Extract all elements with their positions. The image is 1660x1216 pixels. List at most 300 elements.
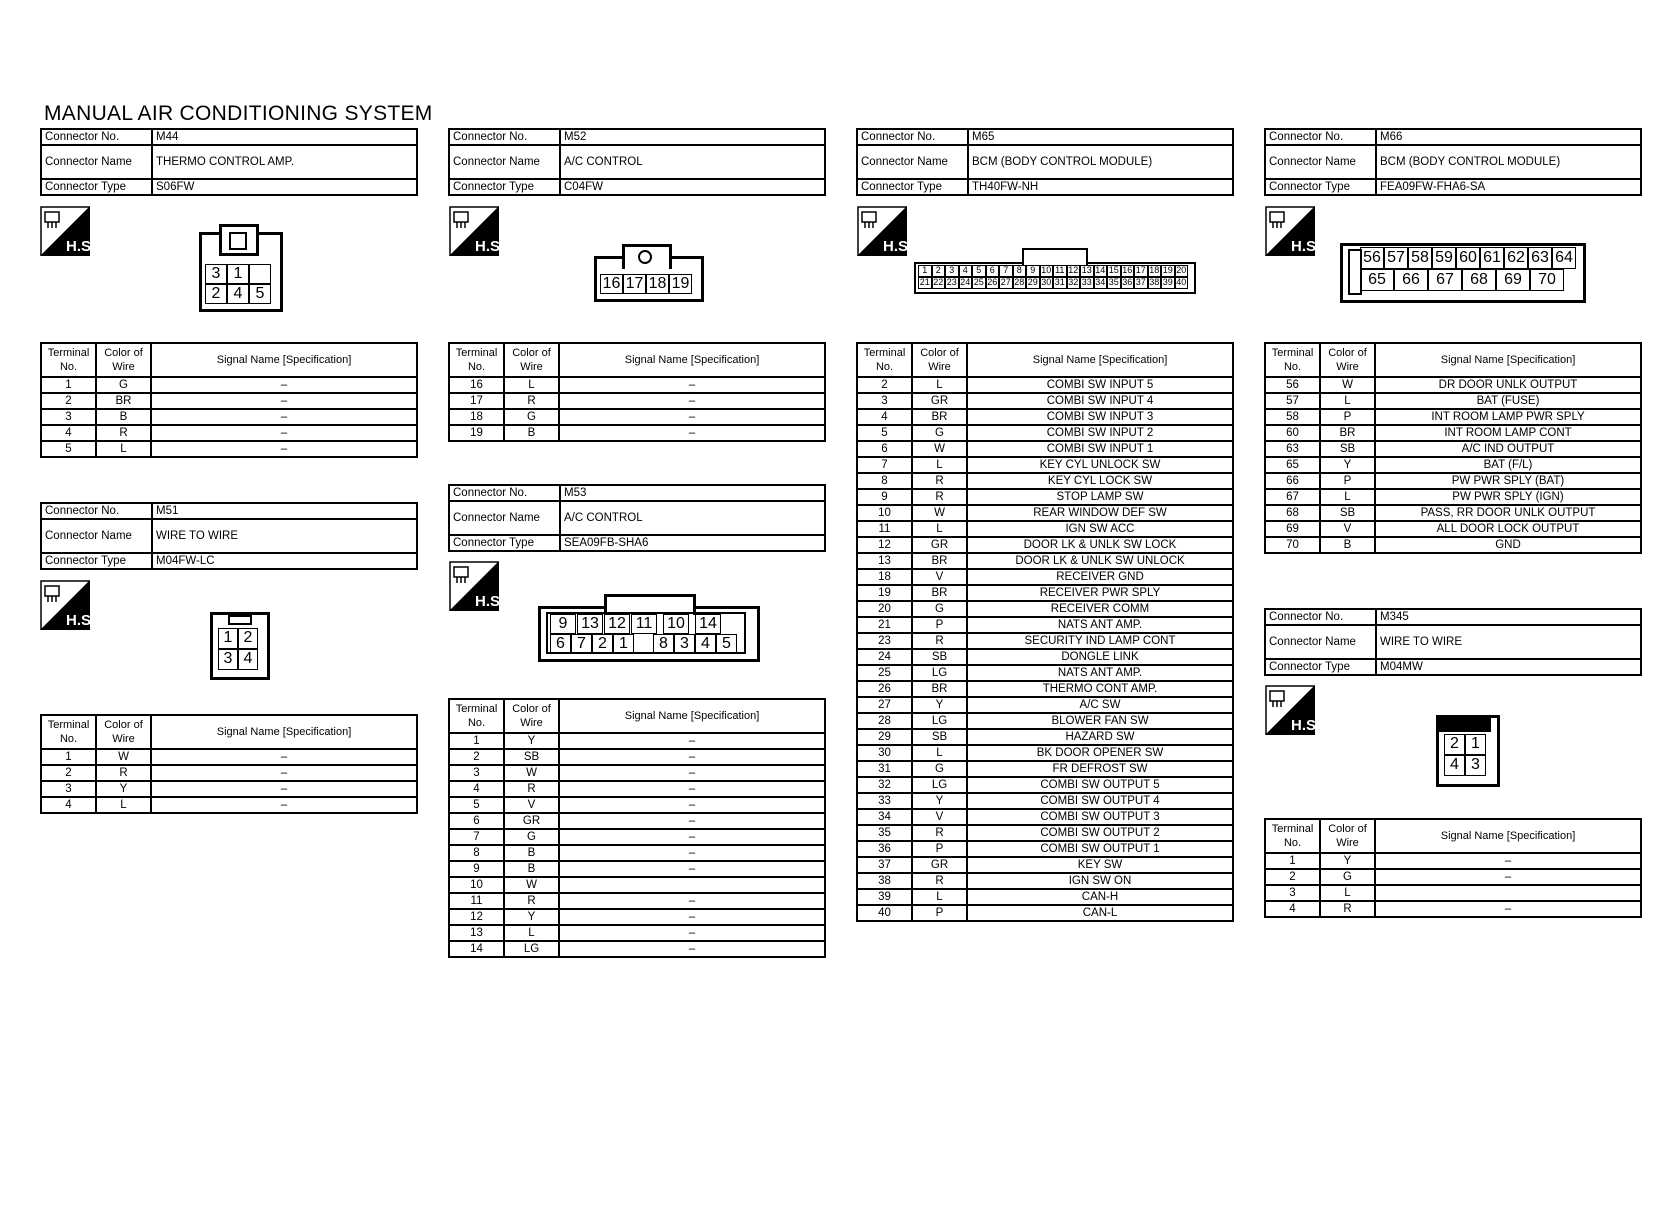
terminal-table-m51 (40, 714, 418, 814)
pin: 19 (669, 274, 692, 294)
pin: 8 (1013, 265, 1027, 277)
pin: 10 (1041, 265, 1052, 275)
connector-type-label: Connector Type (1265, 659, 1376, 675)
pin: 23 (946, 277, 957, 287)
table-row (857, 553, 1233, 569)
signal-name-cell: A/C IND OUTPUT (1375, 441, 1641, 457)
pin: 4 (959, 265, 973, 277)
wire-color-cell: V (912, 809, 967, 825)
signal-name-cell: KEY CYL LOCK SW (967, 473, 1233, 489)
signal-name-cell: COMBI SW OUTPUT 2 (967, 825, 1233, 841)
terminal-no-cell: 4 (41, 797, 96, 813)
signal-name-cell: – (559, 733, 825, 749)
terminal-no-cell: 40 (857, 905, 912, 921)
signal-name-cell: – (151, 781, 417, 797)
pin: 28 (1014, 277, 1025, 287)
pin: 14 (695, 614, 721, 634)
terminal-no-cell: 23 (857, 633, 912, 649)
svg-text:H.S.: H.S. (475, 593, 505, 610)
pin: 35 (1108, 277, 1119, 287)
connector-name-label: Connector Name (449, 501, 560, 535)
connector-face-m53 (538, 594, 762, 664)
connector-no-value: M65 (968, 129, 1233, 145)
table-row (1265, 537, 1641, 553)
wire-color-cell: G (912, 761, 967, 777)
terminal-table-m66 (1264, 342, 1642, 554)
connector-header-table (40, 128, 418, 196)
terminal-no-cell: 29 (857, 729, 912, 745)
signal-name-cell: – (151, 765, 417, 781)
wire-color-cell: Y (1320, 457, 1375, 473)
signal-name-cell: REAR WINDOW DEF SW (967, 505, 1233, 521)
svg-text:H.S.: H.S. (475, 238, 505, 255)
pin: 3 (205, 264, 227, 284)
table-row (857, 377, 1233, 393)
pin: 33 (1081, 277, 1092, 287)
table-row (857, 873, 1233, 889)
pin: 2 (1444, 734, 1465, 755)
connector-m52 (448, 128, 826, 196)
connector-type-label: Connector Type (449, 179, 560, 195)
wire-color-cell: L (1320, 393, 1375, 409)
connector-no-value: M51 (152, 503, 417, 519)
signal-header: Signal Name [Specification] (1375, 343, 1641, 377)
terminal-no-cell: 37 (857, 857, 912, 873)
pin: 5 (972, 265, 986, 277)
pin: 25 (973, 277, 984, 287)
table-row (857, 729, 1233, 745)
terminal-table-m53 (448, 698, 826, 958)
table-row (1265, 425, 1641, 441)
signal-name-cell: IGN SW ON (967, 873, 1233, 889)
wire-color-cell: W (912, 505, 967, 521)
connector-name-value: BCM (BODY CONTROL MODULE) (968, 145, 1233, 179)
pin: 12 (1068, 265, 1079, 275)
terminal-no-cell: 57 (1265, 393, 1320, 409)
signal-name-cell: – (559, 781, 825, 797)
signal-name-cell: – (559, 845, 825, 861)
wire-color-cell: SB (1320, 441, 1375, 457)
table-row (1265, 473, 1641, 489)
signal-name-cell: PASS, RR DOOR UNLK OUTPUT (1375, 505, 1641, 521)
terminal-no-cell: 30 (857, 745, 912, 761)
terminal-no-cell: 3 (41, 781, 96, 797)
pin: 6 (986, 265, 1000, 277)
table-row (449, 733, 825, 749)
pin: 70 (1530, 269, 1564, 291)
pin: 57 (1384, 247, 1408, 269)
terminal-no-cell: 16 (449, 377, 504, 393)
table-row (449, 749, 825, 765)
connector-no-label: Connector No. (41, 129, 152, 145)
wire-color-cell: L (504, 925, 559, 941)
signal-name-cell: – (559, 829, 825, 845)
signal-name-cell: COMBI SW INPUT 3 (967, 409, 1233, 425)
wire-color-cell: Y (912, 793, 967, 809)
wire-color-cell: BR (912, 681, 967, 697)
table-row (857, 713, 1233, 729)
pin: 68 (1462, 269, 1496, 291)
wire-color-cell: R (912, 633, 967, 649)
terminal-no-cell: 10 (449, 877, 504, 893)
terminal-no-cell: 19 (449, 425, 504, 441)
table-row (449, 797, 825, 813)
table-row (857, 425, 1233, 441)
signal-name-cell: HAZARD SW (967, 729, 1233, 745)
wire-color-cell: GR (912, 857, 967, 873)
wire-color-cell: G (504, 409, 559, 425)
terminal-no-cell: 11 (449, 893, 504, 909)
wire-color-cell: BR (912, 553, 967, 569)
table-row (1265, 869, 1641, 885)
wire-color-cell: GR (912, 393, 967, 409)
wire-color-cell: R (504, 781, 559, 797)
terminal-no-cell: 9 (857, 489, 912, 505)
connector-name-label: Connector Name (857, 145, 968, 179)
signal-name-cell: COMBI SW OUTPUT 4 (967, 793, 1233, 809)
connector-no-value: M66 (1376, 129, 1641, 145)
signal-name-cell: – (151, 409, 417, 425)
terminal-no-cell: 68 (1265, 505, 1320, 521)
connector-face-m52 (594, 244, 704, 304)
connector-m44 (40, 128, 418, 196)
pin: 3 (674, 634, 695, 654)
terminal-no-cell: 4 (449, 781, 504, 797)
terminal-no-cell: 13 (449, 925, 504, 941)
signal-name-cell: BK DOOR OPENER SW (967, 745, 1233, 761)
terminal-no-cell: 12 (857, 537, 912, 553)
terminal-no-cell: 1 (1265, 853, 1320, 869)
pin: 16 (600, 274, 623, 294)
wire-color-cell: L (912, 745, 967, 761)
pin: 58 (1408, 247, 1432, 269)
pin: 18 (646, 274, 669, 294)
terminal-no-cell: 1 (41, 377, 96, 393)
terminal-no-header: Terminal No. (1265, 343, 1320, 377)
terminal-no-cell: 3 (41, 409, 96, 425)
pin: 63 (1528, 247, 1552, 269)
wire-color-cell: P (1320, 473, 1375, 489)
signal-name-cell: IGN SW ACC (967, 521, 1233, 537)
terminal-no-cell: 70 (1265, 537, 1320, 553)
terminal-no-cell: 3 (449, 765, 504, 781)
pin: 1 (1465, 734, 1486, 755)
signal-name-cell: RECEIVER GND (967, 569, 1233, 585)
terminal-no-cell: 2 (449, 749, 504, 765)
wire-color-cell: B (504, 425, 559, 441)
terminal-no-cell: 6 (857, 441, 912, 457)
svg-text:H.S.: H.S. (66, 612, 96, 629)
pin: 10 (663, 614, 689, 634)
table-row (857, 617, 1233, 633)
table-row (857, 473, 1233, 489)
table-row (1265, 489, 1641, 505)
signal-name-cell: INT ROOM LAMP PWR SPLY (1375, 409, 1641, 425)
pin: 32 (1068, 277, 1079, 287)
terminal-no-cell: 4 (857, 409, 912, 425)
terminal-no-header: Terminal No. (41, 343, 96, 377)
connector-type-label: Connector Type (41, 553, 152, 569)
table-row (41, 749, 417, 765)
signal-name-cell: CAN-H (967, 889, 1233, 905)
terminal-table-m345 (1264, 818, 1642, 918)
table-row (857, 697, 1233, 713)
signal-name-cell: CAN-L (967, 905, 1233, 921)
connector-type-value: C04FW (560, 179, 825, 195)
signal-header: Signal Name [Specification] (151, 343, 417, 377)
table-row (449, 813, 825, 829)
signal-name-cell: DOOR LK & UNLK SW LOCK (967, 537, 1233, 553)
table-row (41, 409, 417, 425)
table-row (449, 909, 825, 925)
pin: 11 (631, 614, 657, 634)
pin: 20 (1176, 265, 1187, 275)
wire-color-cell: B (504, 861, 559, 877)
wire-color-cell: L (96, 441, 151, 457)
table-row (41, 765, 417, 781)
wire-color-cell: Y (912, 697, 967, 713)
connector-type-label: Connector Type (857, 179, 968, 195)
pin: 56 (1360, 247, 1384, 269)
pin: 1 (218, 628, 238, 649)
connector-type-label: Connector Type (449, 535, 560, 551)
svg-text:H.S.: H.S. (1291, 717, 1321, 734)
signal-header: Signal Name [Specification] (1375, 819, 1641, 853)
table-row (857, 441, 1233, 457)
pin: 9 (550, 614, 576, 634)
table-row (857, 585, 1233, 601)
terminal-no-cell: 67 (1265, 489, 1320, 505)
wire-color-cell: LG (912, 665, 967, 681)
table-row (857, 889, 1233, 905)
hs-icon (40, 206, 96, 256)
signal-name-cell: BAT (FUSE) (1375, 393, 1641, 409)
signal-name-cell: NATS ANT AMP. (967, 617, 1233, 633)
pin: 21 (919, 277, 930, 287)
connector-type-value: M04FW-LC (152, 553, 417, 569)
pin: 27 (1000, 277, 1011, 287)
pin: 24 (960, 277, 971, 287)
signal-name-cell: RECEIVER COMM (967, 601, 1233, 617)
signal-name-cell: – (559, 377, 825, 393)
signal-name-cell: COMBI SW OUTPUT 3 (967, 809, 1233, 825)
color-header: Color of Wire (912, 343, 967, 377)
table-row (857, 489, 1233, 505)
terminal-no-cell: 3 (857, 393, 912, 409)
wire-color-cell: LG (504, 941, 559, 957)
table-row (857, 777, 1233, 793)
wire-color-cell: L (1320, 885, 1375, 901)
pin: 16 (1122, 265, 1133, 275)
connector-name-value: A/C CONTROL (560, 501, 825, 535)
wire-color-cell: R (912, 489, 967, 505)
terminal-no-cell: 38 (857, 873, 912, 889)
wire-color-cell: V (1320, 521, 1375, 537)
terminal-no-header: Terminal No. (857, 343, 912, 377)
color-header: Color of Wire (504, 343, 559, 377)
terminal-no-cell: 11 (857, 521, 912, 537)
color-header: Color of Wire (96, 715, 151, 749)
connector-name-value: THERMO CONTROL AMP. (152, 145, 417, 179)
terminal-no-cell: 6 (449, 813, 504, 829)
table-row (449, 925, 825, 941)
table-row (1265, 441, 1641, 457)
signal-name-cell: NATS ANT AMP. (967, 665, 1233, 681)
table-row (857, 681, 1233, 697)
color-header: Color of Wire (1320, 819, 1375, 853)
table-row (857, 537, 1233, 553)
table-row (449, 877, 825, 893)
terminal-no-cell: 1 (449, 733, 504, 749)
terminal-no-cell: 8 (857, 473, 912, 489)
signal-name-cell: A/C SW (967, 697, 1233, 713)
signal-name-cell: – (1375, 901, 1641, 917)
terminal-no-cell: 28 (857, 713, 912, 729)
color-header: Color of Wire (1320, 343, 1375, 377)
connector-no-label: Connector No. (449, 129, 560, 145)
table-row (449, 893, 825, 909)
pin: 34 (1095, 277, 1106, 287)
pin: 4 (227, 284, 249, 304)
wire-color-cell: L (912, 457, 967, 473)
hs-icon (857, 206, 913, 256)
terminal-no-cell: 2 (41, 765, 96, 781)
wire-color-cell: SB (1320, 505, 1375, 521)
signal-name-cell: – (151, 749, 417, 765)
connector-type-label: Connector Type (41, 179, 152, 195)
hs-icon (1265, 685, 1321, 735)
connector-name-value: WIRE TO WIRE (1376, 625, 1641, 659)
terminal-no-cell: 7 (857, 457, 912, 473)
connector-no-value: M53 (560, 485, 825, 501)
terminal-no-cell: 56 (1265, 377, 1320, 393)
terminal-no-cell: 63 (1265, 441, 1320, 457)
pin: 19 (1162, 265, 1173, 275)
wire-color-cell: R (504, 393, 559, 409)
pin: 37 (1135, 277, 1146, 287)
pin: 3 (945, 265, 959, 277)
connector-type-value: S06FW (152, 179, 417, 195)
connector-face-m44 (199, 232, 283, 312)
svg-text:H.S.: H.S. (1291, 238, 1321, 255)
svg-text:H.S.: H.S. (66, 238, 96, 255)
pin: 60 (1456, 247, 1480, 269)
wire-color-cell: P (912, 617, 967, 633)
signal-name-cell: – (151, 425, 417, 441)
signal-name-cell: – (559, 861, 825, 877)
signal-name-cell: – (559, 797, 825, 813)
pin: 1 (227, 264, 249, 284)
connector-face-m51 (210, 612, 270, 680)
wire-color-cell: W (504, 765, 559, 781)
wire-color-cell: W (96, 749, 151, 765)
table-row (41, 797, 417, 813)
terminal-no-header: Terminal No. (1265, 819, 1320, 853)
pin: 66 (1394, 269, 1428, 291)
wire-color-cell: V (912, 569, 967, 585)
connector-name-label: Connector Name (1265, 145, 1376, 179)
connector-type-label: Connector Type (1265, 179, 1376, 195)
wire-color-cell: V (504, 797, 559, 813)
hs-icon (1265, 206, 1321, 256)
table-row (857, 457, 1233, 473)
terminal-no-cell: 14 (449, 941, 504, 957)
terminal-no-cell: 4 (1265, 901, 1320, 917)
pin: 8 (653, 634, 674, 654)
pin: 14 (1095, 265, 1106, 275)
wire-color-cell: GR (912, 537, 967, 553)
pin: 62 (1504, 247, 1528, 269)
terminal-no-cell: 3 (1265, 885, 1320, 901)
table-row (857, 745, 1233, 761)
pin: 31 (1054, 277, 1065, 287)
wire-color-cell: SB (504, 749, 559, 765)
terminal-no-cell: 2 (41, 393, 96, 409)
connector-no-label: Connector No. (857, 129, 968, 145)
wire-color-cell: P (1320, 409, 1375, 425)
table-row (857, 905, 1233, 921)
wire-color-cell: BR (912, 409, 967, 425)
connector-no-value: M44 (152, 129, 417, 145)
terminal-no-cell: 35 (857, 825, 912, 841)
table-row (857, 505, 1233, 521)
pin: 39 (1162, 277, 1173, 287)
color-header: Color of Wire (96, 343, 151, 377)
table-row (857, 841, 1233, 857)
signal-name-cell: – (1375, 869, 1641, 885)
pin: 3 (218, 649, 238, 670)
connector-no-value: M345 (1376, 609, 1641, 625)
wire-color-cell: L (504, 377, 559, 393)
connector-no-label: Connector No. (1265, 609, 1376, 625)
table-row (449, 409, 825, 425)
signal-name-cell: RECEIVER PWR SPLY (967, 585, 1233, 601)
table-row (1265, 885, 1641, 901)
wire-color-cell: B (504, 845, 559, 861)
hs-icon (449, 561, 505, 611)
connector-type-value: FEA09FW-FHA6-SA (1376, 179, 1641, 195)
connector-face-m66 (1340, 243, 1586, 303)
table-row (857, 521, 1233, 537)
wire-color-cell: L (96, 797, 151, 813)
wire-color-cell: G (504, 829, 559, 845)
wire-color-cell: GR (504, 813, 559, 829)
pin: 13 (1081, 265, 1092, 275)
signal-name-cell: DR DOOR UNLK OUTPUT (1375, 377, 1641, 393)
connector-type-value: M04MW (1376, 659, 1641, 675)
pin: 30 (1041, 277, 1052, 287)
table-row (1265, 377, 1641, 393)
terminal-no-header: Terminal No. (41, 715, 96, 749)
signal-name-cell: – (559, 765, 825, 781)
wire-color-cell: G (96, 377, 151, 393)
pin: 40 (1176, 277, 1187, 287)
wire-color-cell: B (1320, 537, 1375, 553)
connector-m65 (856, 128, 1234, 196)
table-row (857, 761, 1233, 777)
terminal-no-cell: 5 (857, 425, 912, 441)
pin: 2 (238, 628, 258, 649)
table-row (857, 665, 1233, 681)
pin: 26 (987, 277, 998, 287)
table-row (41, 425, 417, 441)
pin: 6 (550, 634, 571, 654)
pin: 29 (1027, 277, 1038, 287)
signal-name-cell: – (559, 893, 825, 909)
wire-color-cell: R (912, 473, 967, 489)
pin: 12 (604, 614, 630, 634)
signal-name-cell: – (1375, 853, 1641, 869)
